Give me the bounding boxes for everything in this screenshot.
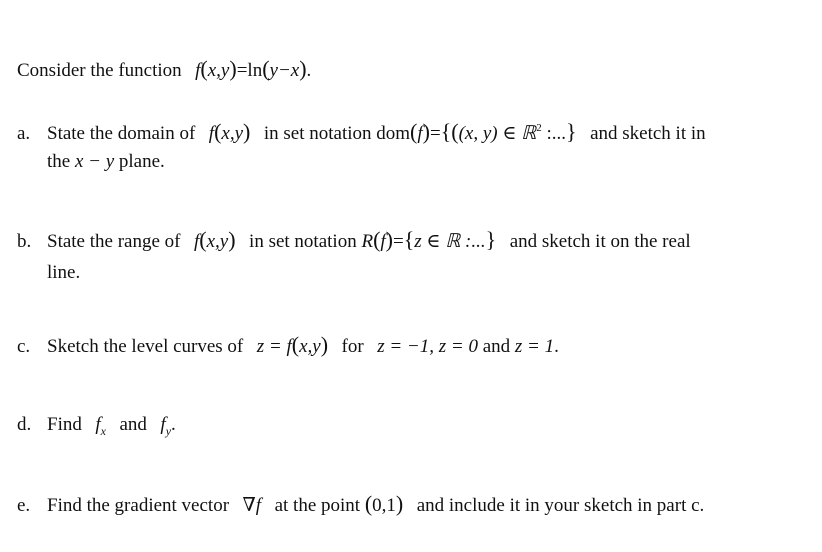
intro-line: Consider the function f(x,y)=ln(y−x). bbox=[17, 56, 312, 81]
part-b-text4: line. bbox=[47, 262, 81, 283]
part-d-text1: Find bbox=[47, 414, 82, 435]
part-a-dom-f: f bbox=[417, 123, 423, 144]
part-a-eq: = bbox=[429, 123, 441, 144]
part-e-text2: at the point bbox=[274, 495, 361, 516]
part-c-args: x,y bbox=[299, 336, 321, 357]
part-b-args: x,y bbox=[206, 231, 229, 252]
part-c-label: c. bbox=[17, 336, 31, 357]
part-b-text2: in set notation bbox=[249, 231, 357, 252]
part-b-label: b. bbox=[17, 231, 32, 252]
part-c-z: z = f bbox=[256, 336, 292, 357]
part-a-set-start: (x, y) ∈ ℝ bbox=[458, 123, 537, 144]
part-b-line2 bbox=[17, 261, 80, 285]
part-c-end: . bbox=[554, 336, 559, 357]
part-c-v1: z = −1, bbox=[377, 336, 434, 357]
part-e-line: e. Find the gradient vector ∇f at the point (0,1) and include it in your sketch in part c. bbox=[17, 491, 705, 516]
part-e-point: 0,1 bbox=[372, 495, 396, 516]
part-b-eq: = bbox=[393, 231, 404, 252]
part-e-grad: ∇f bbox=[242, 495, 262, 516]
intro-ln: ln bbox=[247, 60, 263, 81]
intro-eq: = bbox=[236, 60, 248, 81]
part-c-line: c. Sketch the level curves of z = f(x,y) for z = −1, z = 0 and z = 1. bbox=[17, 332, 559, 357]
part-b-func: f bbox=[193, 231, 200, 252]
part-a-xy: x − y bbox=[74, 151, 115, 172]
part-a-text1: State the domain of bbox=[47, 123, 196, 144]
part-d-end: . bbox=[171, 414, 176, 435]
intro-end: . bbox=[306, 60, 312, 81]
part-d-sub-x: x bbox=[100, 424, 106, 438]
part-b-line1: b. State the range of f(x,y) in set notation R(f)={z ∈ ℝ :...} and sketch it on the real bbox=[17, 227, 691, 252]
part-b-text3: and sketch it on the real bbox=[509, 231, 691, 252]
part-b-R-f: f bbox=[380, 231, 386, 252]
part-a-set-rest: :... bbox=[541, 123, 566, 144]
intro-text: Consider the function bbox=[17, 60, 182, 81]
part-a-line2 bbox=[17, 150, 165, 174]
part-e-label: e. bbox=[17, 495, 31, 516]
part-d-line bbox=[17, 413, 176, 443]
part-c-and: and bbox=[482, 336, 511, 357]
part-c-v2: z = 0 bbox=[438, 336, 478, 357]
part-a-text5: plane. bbox=[118, 151, 165, 172]
intro-func: f bbox=[195, 60, 201, 81]
part-c-v3: z = 1 bbox=[514, 336, 555, 357]
part-c-text2: for bbox=[341, 336, 364, 357]
part-d-f1: f bbox=[95, 414, 101, 435]
part-c-text1: Sketch the level curves of bbox=[47, 336, 244, 357]
part-b-text1: State the range of bbox=[47, 231, 181, 252]
part-a-dom: dom bbox=[376, 123, 411, 144]
intro-args: x,y bbox=[207, 60, 230, 81]
part-a-args: x,y bbox=[221, 123, 244, 144]
part-e-text3: and include it in your sketch in part c. bbox=[416, 495, 705, 516]
part-a-func: f bbox=[208, 123, 215, 144]
part-b-set: z ∈ ℝ :... bbox=[414, 231, 486, 252]
part-d-sub-y: y bbox=[165, 424, 172, 438]
part-a-text3: and sketch it in bbox=[590, 123, 706, 144]
intro-arg2: y−x bbox=[269, 60, 300, 81]
part-d-label: d. bbox=[17, 414, 32, 435]
part-d-and: and bbox=[119, 414, 147, 435]
part-a-text4: the bbox=[47, 151, 71, 172]
part-d-f2: f bbox=[160, 414, 166, 435]
part-e-text1: Find the gradient vector bbox=[47, 495, 230, 516]
part-b-R: R bbox=[361, 231, 374, 252]
part-a-line1: a. State the domain of f(x,y) in set notation dom(f)={((x, y) ∈ ℝ$^2$ :...} and sketch it in bbox=[17, 119, 706, 144]
part-a-text2: in set notation bbox=[263, 123, 372, 144]
part-a-label: a. bbox=[17, 123, 31, 144]
part-a-sup: 2 bbox=[536, 122, 542, 134]
